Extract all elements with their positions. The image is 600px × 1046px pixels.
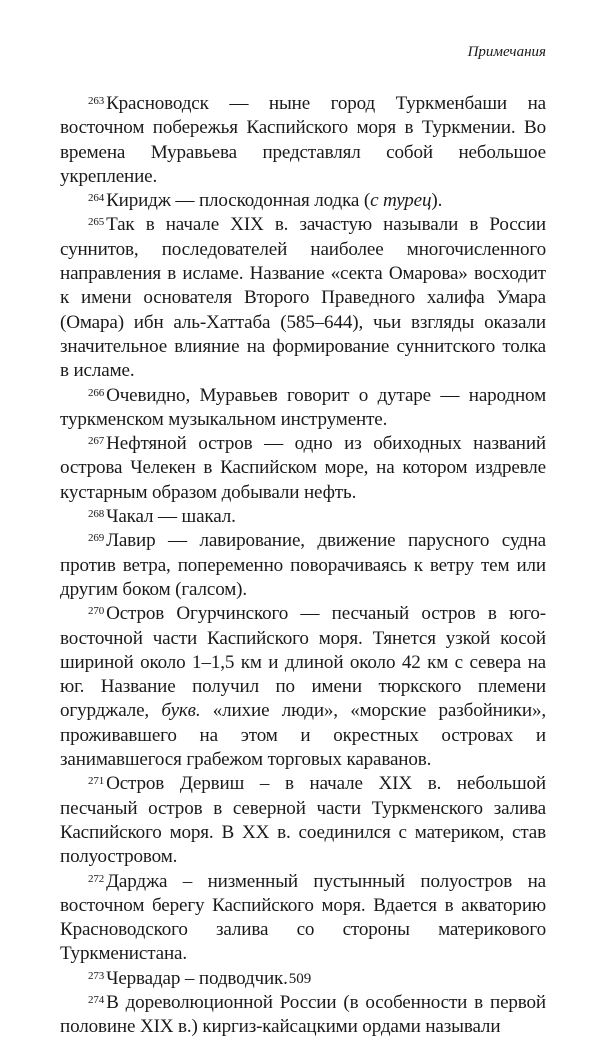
note-italic-text: с турец (370, 190, 432, 212)
note-text-after: ). (431, 190, 443, 212)
endnote (60, 189, 546, 213)
note-number: 269 (88, 532, 105, 545)
endnote (60, 870, 546, 967)
note-number: 265 (88, 216, 105, 229)
note-text: Червадар – подводчик. (106, 967, 288, 989)
page-number: 509 (288, 971, 312, 987)
note-text: Киридж — плоскодонная лодка ( (106, 190, 371, 212)
note-number: 264 (88, 192, 105, 205)
note-number: 270 (88, 605, 105, 618)
note-number: 273 (88, 969, 105, 982)
endnote (60, 505, 546, 529)
note-text: Остров Огурчинского — песчаный остров в юго-восточной части Каспийского моря. Тянется узкой косой шириной около 1–1,5 км и длиной около 42 км с севера на юг. Название получил по имени тюркского племени огурджале, (60, 603, 546, 722)
note-text: Красноводск — ныне город Туркменбаши на восточном побережья Каспийского моря в Туркмении. Во времена Муравьева представлял собой небольшое укрепление. (60, 93, 546, 187)
note-text: Дарджа – низменный пустынный полуостров на восточном берегу Каспийского моря. Вдается в акваторию Красноводского залива со стороны материкового Туркменистана. (60, 870, 546, 965)
endnote (60, 432, 546, 505)
note-number: 274 (88, 993, 105, 1006)
note-text: Лавир — лавирование, движение парусного судна против ветра, попеременно поворачиваясь к ветру тем или другим боком (галсом). (60, 530, 546, 600)
endnote (60, 529, 546, 602)
note-number: 263 (88, 95, 105, 107)
running-header: Примечания (467, 44, 546, 60)
note-text: Так в начале XIX в. зачастую называли в России суннитов, последователей наиболее многочисленного направления в исламе. Название «секта Омарова» восходит к имени основателя Второго Праведного халифа Умара (Омара) ибн аль-Хаттаба (585–644), чьи взгляды оказали значительное влияние на формирование суннитского толка в исламе. (60, 214, 546, 382)
note-number: 268 (88, 508, 105, 521)
endnote (60, 772, 546, 869)
note-number: 266 (88, 386, 105, 399)
note-text: В дореволюционной России (в особенности в первой половине XIX в.) киргиз-кайсацкими ордами называли (60, 991, 546, 1038)
endnote (60, 92, 546, 189)
note-number: 271 (88, 775, 105, 788)
endnote (60, 384, 546, 433)
note-text: Очевидно, Муравьев говорит о дутаре — народном туркменском музыкальном инструменте. (60, 384, 546, 430)
endnote (60, 213, 546, 383)
note-text: Остров Дервиш – в начале XIX в. небольшой песчаный остров в северной части Туркменского залива Каспийского моря. В XX в. соединился с материком, став полуостровом. (60, 773, 546, 868)
note-text-after: «лихие люди», «морские разбойники», проживавшего на этом и окрестных островах и занимавшегося грабежом торговых караванов. (60, 700, 547, 771)
endnotes-list (60, 92, 546, 1040)
endnote (60, 602, 546, 772)
note-text: Чакал — шакал. (106, 506, 236, 528)
note-italic-text: букв. (161, 700, 201, 722)
endnote (60, 991, 546, 1040)
note-number: 267 (88, 435, 105, 448)
note-text: Нефтяной остров — одно из обиходных названий острова Челекен в Каспийском море, на котором издревле кустарным образом добывали нефть. (60, 433, 546, 503)
note-number: 272 (88, 872, 105, 885)
